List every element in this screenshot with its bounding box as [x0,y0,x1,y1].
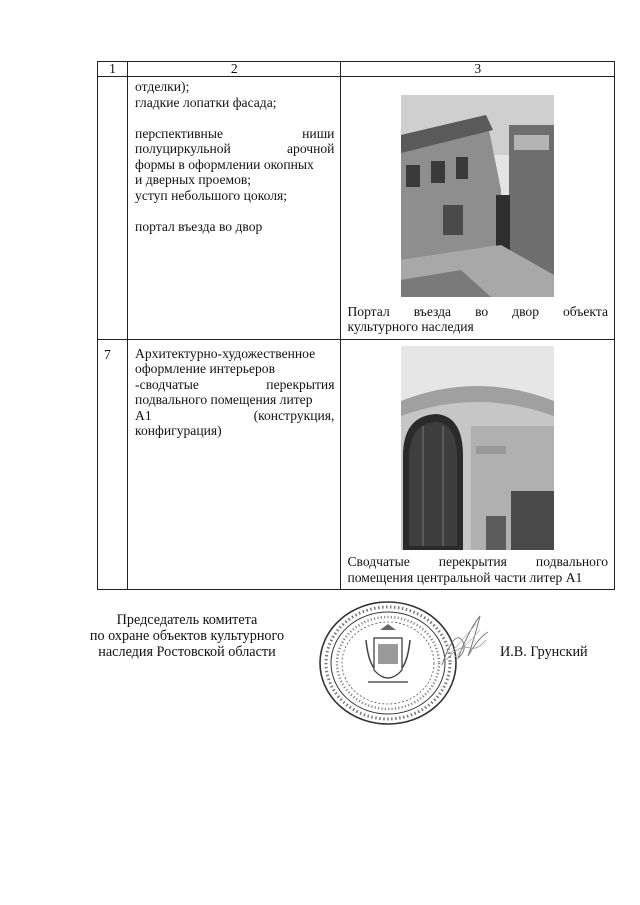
signatory-title-line: наследия Ростовской области [98,644,276,660]
handwritten-signature-icon [440,610,490,670]
row-description [128,339,341,590]
signatory-title-line: по охране объектов культурного [89,628,285,644]
description-line: перспективные ниши [135,125,335,141]
description-line: А1 (конструкция, [135,407,335,423]
description-line: конфигурация) [135,423,222,438]
row-description [128,77,341,340]
description-line: уступ небольшого цоколя; [135,187,288,203]
photo-caption [341,301,614,339]
description-line: гладкие лопатки фасада; [135,94,277,110]
description-line: подвального помещения литер [135,392,313,407]
row-number: 7 [98,339,128,590]
row-photo-cell [341,77,615,340]
caption-line: помещения центральной части литер А1 [347,569,583,585]
description-line: Архитектурно-художественное [135,345,316,361]
description-line: отделки); [135,79,190,94]
description-line: и дверных проемов; [135,172,252,187]
signatory-title [60,612,314,660]
photo-caption [341,553,614,589]
heritage-table [97,61,615,590]
table-header-row [98,62,615,77]
description-line: полуциркульной арочной [135,141,335,156]
row-photo-cell [341,339,615,590]
caption-line: Сводчатые перекрытия подвального [347,554,608,569]
caption-line: Портал въезда во двор объекта [347,303,608,319]
description-spacer [135,110,334,126]
header-col-1: 1 [98,62,128,77]
table-row [98,339,615,590]
portal-photo [401,95,554,297]
description-line: оформление интерьеров [135,361,276,376]
official-seal-icon [318,600,458,726]
signatory-name: И.В. Грунский [500,644,588,660]
caption-line: культурного наследия [347,319,474,334]
description-line: -сводчатые перекрытия [135,376,335,392]
row-number [98,77,128,340]
header-col-3: 3 [341,62,615,77]
header-col-2: 2 [128,62,341,77]
table-row [98,77,615,340]
description-line: формы в оформлении окопных [135,156,314,172]
description-spacer [135,203,334,219]
description-line: портал въезда во двор [135,218,263,234]
vault-photo [401,346,554,550]
signatory-title-line: Председатель комитета [116,612,258,628]
